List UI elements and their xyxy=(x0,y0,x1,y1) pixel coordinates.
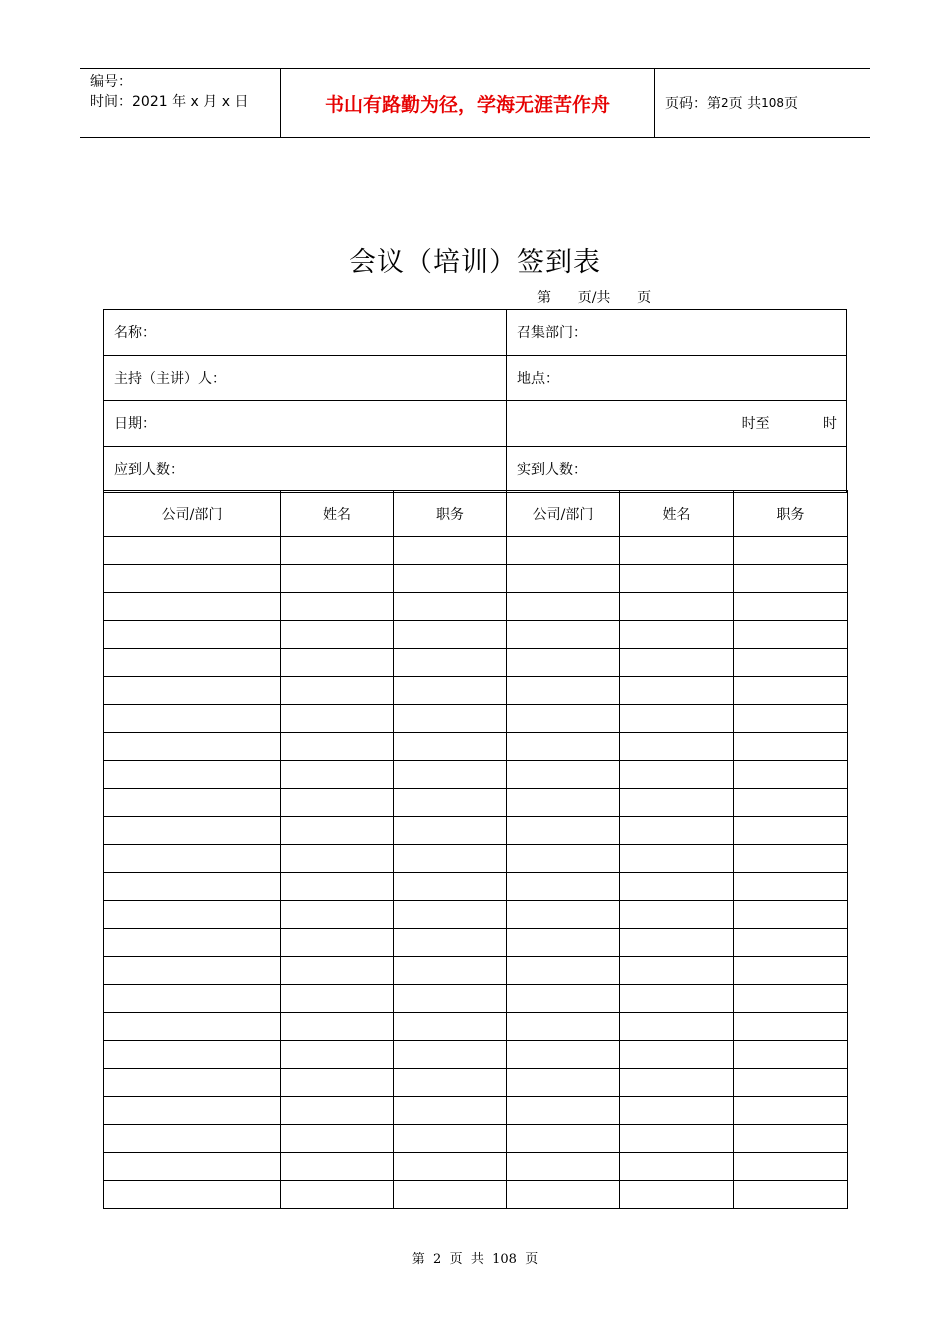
table-cell[interactable] xyxy=(281,1153,394,1181)
table-cell[interactable] xyxy=(104,1181,281,1209)
table-cell[interactable] xyxy=(507,1041,620,1069)
place-field: 地点： xyxy=(517,370,559,387)
table-cell[interactable] xyxy=(394,985,507,1013)
dept-field: 召集部门： xyxy=(517,325,587,342)
table-cell[interactable] xyxy=(620,929,734,957)
table-cell[interactable] xyxy=(507,1069,620,1097)
table-cell[interactable] xyxy=(104,1153,281,1181)
table-cell[interactable] xyxy=(734,1125,848,1153)
table-cell[interactable] xyxy=(507,901,620,929)
header-page-label: 页码：第 xyxy=(665,96,721,112)
table-cell[interactable] xyxy=(104,733,281,761)
table-cell[interactable] xyxy=(620,621,734,649)
info-row xyxy=(104,356,846,402)
table-cell[interactable] xyxy=(104,705,281,733)
header-page-end: 页 xyxy=(784,96,798,112)
table-cell[interactable] xyxy=(620,1013,734,1041)
table-cell[interactable] xyxy=(734,985,848,1013)
table-cell[interactable] xyxy=(281,845,394,873)
table-cell[interactable] xyxy=(394,1069,507,1097)
table-cell[interactable] xyxy=(507,789,620,817)
table-cell[interactable] xyxy=(620,677,734,705)
table-cell[interactable] xyxy=(507,873,620,901)
table-row xyxy=(104,621,848,649)
table-cell[interactable] xyxy=(620,733,734,761)
table-cell[interactable] xyxy=(620,873,734,901)
table-cell[interactable] xyxy=(620,649,734,677)
table-cell[interactable] xyxy=(507,1097,620,1125)
table-cell[interactable] xyxy=(734,1153,848,1181)
table-cell[interactable] xyxy=(734,593,848,621)
table-cell[interactable] xyxy=(104,649,281,677)
table-cell[interactable] xyxy=(394,1181,507,1209)
table-row xyxy=(104,565,848,593)
table-row xyxy=(104,593,848,621)
table-cell[interactable] xyxy=(104,985,281,1013)
table-row xyxy=(104,1041,848,1069)
table-cell[interactable] xyxy=(620,817,734,845)
table-row xyxy=(104,901,848,929)
table-cell[interactable] xyxy=(507,929,620,957)
table-cell[interactable] xyxy=(734,817,848,845)
info-row xyxy=(104,401,846,447)
table-cell[interactable] xyxy=(104,901,281,929)
table-cell[interactable] xyxy=(104,1097,281,1125)
table-cell[interactable] xyxy=(281,1069,394,1097)
table-cell[interactable] xyxy=(281,929,394,957)
sign-in-table xyxy=(103,490,848,1209)
table-cell[interactable] xyxy=(507,677,620,705)
table-cell[interactable] xyxy=(620,1097,734,1125)
table-cell[interactable] xyxy=(281,985,394,1013)
table-cell[interactable] xyxy=(734,1013,848,1041)
header-page-total: 108 xyxy=(761,96,784,110)
table-cell[interactable] xyxy=(104,621,281,649)
table-cell[interactable] xyxy=(394,537,507,565)
table-cell[interactable] xyxy=(394,733,507,761)
table-cell[interactable] xyxy=(394,845,507,873)
table-cell[interactable] xyxy=(394,1125,507,1153)
table-row xyxy=(104,1097,848,1125)
table-cell[interactable] xyxy=(104,957,281,985)
col-header-name: 姓名 xyxy=(620,491,734,537)
host-field: 主持（主讲）人： xyxy=(104,356,507,401)
table-cell[interactable] xyxy=(620,1069,734,1097)
table-cell[interactable] xyxy=(394,1153,507,1181)
table-row xyxy=(104,1181,848,1209)
table-row xyxy=(104,845,848,873)
table-cell[interactable] xyxy=(394,901,507,929)
table-cell[interactable] xyxy=(507,621,620,649)
table-row xyxy=(104,1125,848,1153)
document-title: 会议（培训）签到表 xyxy=(349,247,601,278)
table-cell[interactable] xyxy=(734,789,848,817)
table-cell[interactable] xyxy=(734,649,848,677)
table-cell[interactable] xyxy=(281,649,394,677)
table-cell[interactable] xyxy=(394,957,507,985)
table-cell[interactable] xyxy=(281,1013,394,1041)
table-cell[interactable] xyxy=(281,1125,394,1153)
table-cell[interactable] xyxy=(620,593,734,621)
table-row xyxy=(104,929,848,957)
table-cell[interactable] xyxy=(507,1153,620,1181)
info-row xyxy=(104,447,846,493)
table-cell[interactable] xyxy=(507,817,620,845)
table-cell[interactable] xyxy=(507,845,620,873)
table-cell[interactable] xyxy=(734,761,848,789)
table-cell[interactable] xyxy=(104,537,281,565)
table-cell[interactable] xyxy=(394,789,507,817)
time-range-field: 时至 时 xyxy=(741,416,837,433)
header-page-counter xyxy=(655,69,870,137)
table-cell[interactable] xyxy=(394,593,507,621)
table-cell[interactable] xyxy=(620,565,734,593)
table-cell[interactable] xyxy=(507,761,620,789)
table-cell[interactable] xyxy=(394,1097,507,1125)
table-cell[interactable] xyxy=(104,677,281,705)
table-cell[interactable] xyxy=(281,621,394,649)
table-row xyxy=(104,537,848,565)
header-page-mid: 页 共 xyxy=(728,96,762,112)
table-cell[interactable] xyxy=(734,1069,848,1097)
header-page-num: 2 xyxy=(721,96,729,110)
page-header xyxy=(80,68,870,138)
table-row xyxy=(104,677,848,705)
table-cell[interactable] xyxy=(394,677,507,705)
table-cell[interactable] xyxy=(104,761,281,789)
table-cell[interactable] xyxy=(104,873,281,901)
table-cell[interactable] xyxy=(620,1181,734,1209)
table-cell[interactable] xyxy=(620,705,734,733)
table-row xyxy=(104,957,848,985)
table-cell[interactable] xyxy=(104,1069,281,1097)
table-cell[interactable] xyxy=(281,1097,394,1125)
table-cell[interactable] xyxy=(507,565,620,593)
table-cell[interactable] xyxy=(394,705,507,733)
table-cell[interactable] xyxy=(104,593,281,621)
info-row xyxy=(104,310,846,356)
table-cell[interactable] xyxy=(734,873,848,901)
table-row xyxy=(104,705,848,733)
table-cell[interactable] xyxy=(734,1181,848,1209)
table-cell[interactable] xyxy=(104,845,281,873)
table-cell[interactable] xyxy=(620,845,734,873)
table-row xyxy=(104,1013,848,1041)
table-cell[interactable] xyxy=(507,1125,620,1153)
table-cell[interactable] xyxy=(394,873,507,901)
table-cell[interactable] xyxy=(507,985,620,1013)
table-cell[interactable] xyxy=(507,957,620,985)
page-info: 第 页/共 页 xyxy=(537,290,652,306)
table-cell[interactable] xyxy=(734,621,848,649)
table-cell[interactable] xyxy=(507,649,620,677)
table-row xyxy=(104,873,848,901)
table-row xyxy=(104,789,848,817)
table-row xyxy=(104,761,848,789)
table-cell[interactable] xyxy=(507,537,620,565)
table-cell[interactable] xyxy=(620,1153,734,1181)
table-cell[interactable] xyxy=(394,761,507,789)
table-cell[interactable] xyxy=(507,733,620,761)
table-cell[interactable] xyxy=(507,705,620,733)
table-cell[interactable] xyxy=(281,761,394,789)
table-row xyxy=(104,649,848,677)
table-row xyxy=(104,985,848,1013)
table-cell[interactable] xyxy=(734,1041,848,1069)
table-cell[interactable] xyxy=(281,593,394,621)
table-cell[interactable] xyxy=(281,733,394,761)
table-cell[interactable] xyxy=(620,901,734,929)
table-cell[interactable] xyxy=(620,789,734,817)
table-row xyxy=(104,733,848,761)
table-cell[interactable] xyxy=(104,1041,281,1069)
table-cell[interactable] xyxy=(507,1181,620,1209)
table-cell[interactable] xyxy=(281,705,394,733)
table-cell[interactable] xyxy=(734,845,848,873)
date-field: 日期： xyxy=(104,401,507,446)
table-cell[interactable] xyxy=(620,957,734,985)
table-cell[interactable] xyxy=(394,1041,507,1069)
table-cell[interactable] xyxy=(734,705,848,733)
table-cell[interactable] xyxy=(507,1013,620,1041)
name-field: 名称： xyxy=(104,310,507,355)
table-cell[interactable] xyxy=(620,761,734,789)
table-cell[interactable] xyxy=(281,565,394,593)
table-cell[interactable] xyxy=(507,593,620,621)
table-cell[interactable] xyxy=(394,565,507,593)
page-footer: 第 2 页 共 108 页 xyxy=(411,1252,539,1267)
table-cell[interactable] xyxy=(104,1013,281,1041)
table-cell[interactable] xyxy=(620,1125,734,1153)
table-row xyxy=(104,817,848,845)
header-motto: 书山有路勤为径，学海无涯苦作舟 xyxy=(281,69,655,137)
table-cell[interactable] xyxy=(104,929,281,957)
header-meta xyxy=(80,69,281,137)
table-row xyxy=(104,1069,848,1097)
header-number-label: 编号： xyxy=(90,74,132,90)
meeting-info-block xyxy=(103,309,847,493)
table-cell[interactable] xyxy=(394,649,507,677)
table-cell[interactable] xyxy=(281,873,394,901)
table-cell[interactable] xyxy=(734,565,848,593)
table-cell[interactable] xyxy=(104,817,281,845)
table-cell[interactable] xyxy=(734,677,848,705)
table-row xyxy=(104,1153,848,1181)
table-cell[interactable] xyxy=(281,789,394,817)
table-cell[interactable] xyxy=(734,957,848,985)
table-cell[interactable] xyxy=(394,929,507,957)
sign-table-body xyxy=(104,537,848,1209)
table-header-row xyxy=(104,491,848,537)
table-cell[interactable] xyxy=(104,789,281,817)
table-cell[interactable] xyxy=(620,1041,734,1069)
col-header-company-dept: 公司/部门 xyxy=(104,491,281,537)
table-cell[interactable] xyxy=(620,985,734,1013)
header-time-label: 时间：2021 年 x 月 x 日 xyxy=(90,94,249,110)
table-cell[interactable] xyxy=(104,1125,281,1153)
table-cell[interactable] xyxy=(281,1181,394,1209)
table-cell[interactable] xyxy=(281,1041,394,1069)
expected-count-field: 应到人数： xyxy=(104,447,507,493)
table-cell[interactable] xyxy=(104,565,281,593)
col-header-position: 职务 xyxy=(394,491,507,537)
table-cell[interactable] xyxy=(734,901,848,929)
table-cell[interactable] xyxy=(281,677,394,705)
table-cell[interactable] xyxy=(734,733,848,761)
table-cell[interactable] xyxy=(281,901,394,929)
table-cell[interactable] xyxy=(734,929,848,957)
table-cell[interactable] xyxy=(394,1013,507,1041)
table-cell[interactable] xyxy=(281,817,394,845)
col-header-name: 姓名 xyxy=(281,491,394,537)
table-cell[interactable] xyxy=(620,537,734,565)
table-cell[interactable] xyxy=(281,537,394,565)
table-cell[interactable] xyxy=(281,957,394,985)
table-cell[interactable] xyxy=(394,621,507,649)
table-cell[interactable] xyxy=(734,1097,848,1125)
actual-count-field: 实到人数： xyxy=(517,462,587,479)
col-header-position: 职务 xyxy=(734,491,848,537)
table-cell[interactable] xyxy=(734,537,848,565)
col-header-company-dept: 公司/部门 xyxy=(507,491,620,537)
table-cell[interactable] xyxy=(394,817,507,845)
